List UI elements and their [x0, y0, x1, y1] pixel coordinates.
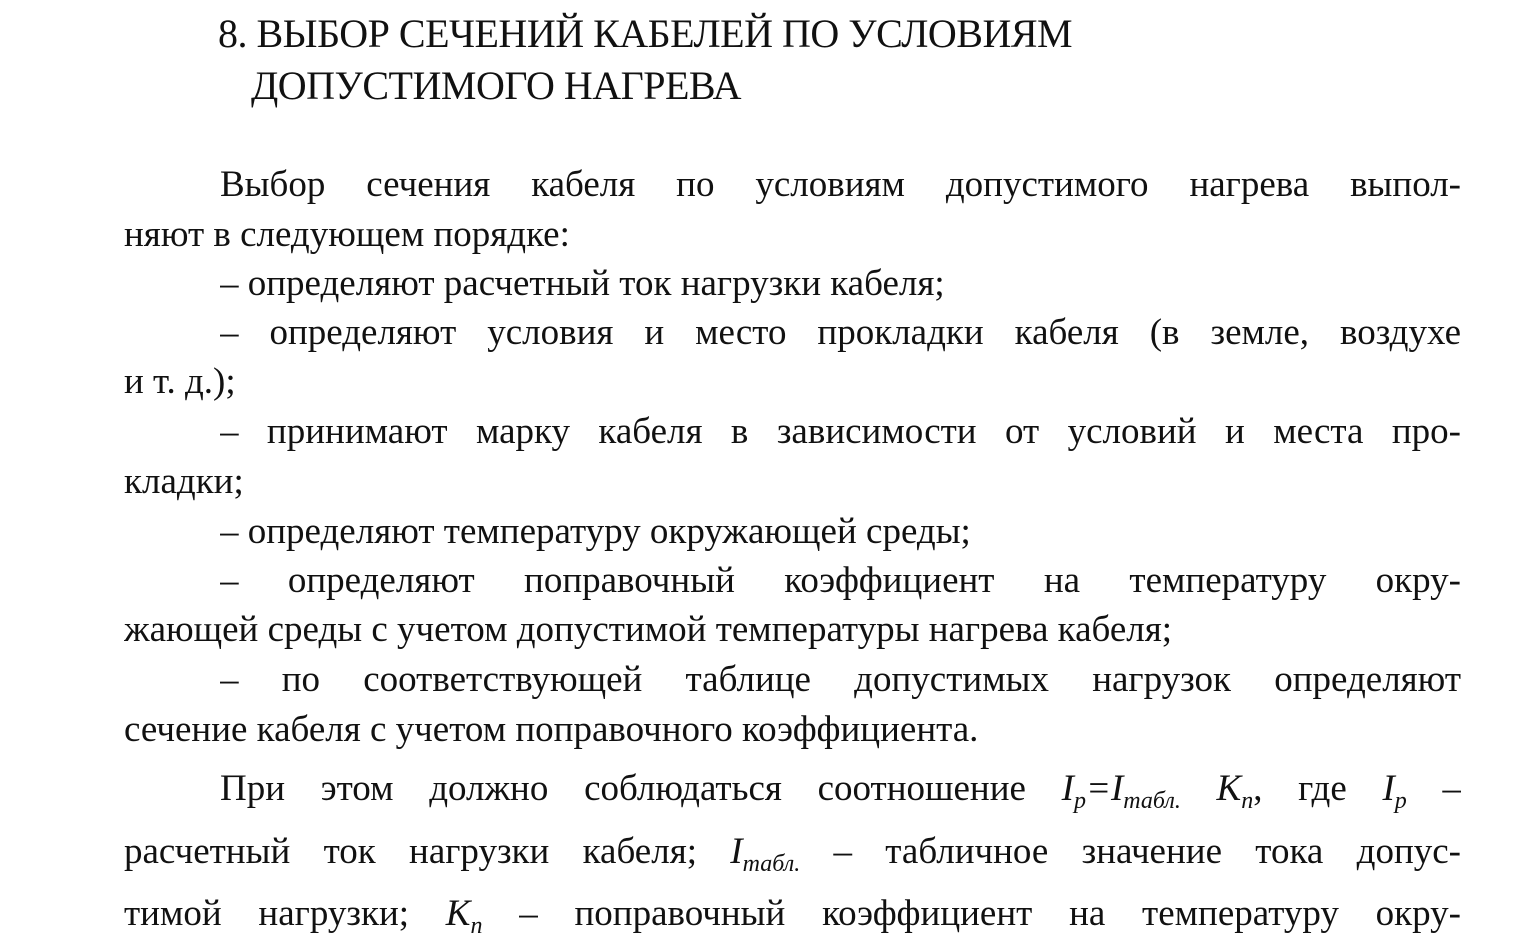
- section-heading: [218, 8, 1072, 112]
- formula-subscript: n: [470, 913, 483, 939]
- list-item: – определяют поправочный коэффициент на температуру окру-: [220, 560, 1461, 601]
- formula-text: При этом должно соблюдаться соотношение: [220, 768, 1062, 809]
- formula-text: расчетный ток нагрузки кабеля;: [124, 831, 731, 872]
- list-item-continuation: и т. д.);: [124, 361, 236, 402]
- formula-equals: =: [1085, 768, 1111, 809]
- formula-text: , где: [1253, 768, 1383, 809]
- list-item: – определяют температуру окружающей среды;: [220, 511, 971, 552]
- list-item-continuation: сечение кабеля с учетом поправочного коэффициента.: [124, 709, 979, 750]
- formula-line-1: [220, 764, 1461, 814]
- heading-line-1: 8. ВЫБОР СЕЧЕНИЙ КАБЕЛЕЙ ПО УСЛОВИЯМ: [218, 11, 1073, 56]
- heading-line-2: ДОПУСТИМОГО НАГРЕВА: [251, 63, 741, 108]
- formula-line-3: [124, 889, 1461, 939]
- body-line: Выбор сечения кабеля по условиям допустимого нагрева выпол-: [220, 164, 1461, 205]
- list-item: – определяют расчетный ток нагрузки кабеля;: [220, 263, 945, 304]
- formula-symbol-I: I: [1061, 768, 1074, 809]
- list-item-continuation: кладки;: [124, 461, 244, 502]
- formula-symbol-I: I: [1382, 768, 1395, 809]
- list-item: – определяют условия и место прокладки кабеля (в земле, воздухе: [220, 312, 1461, 353]
- body-line: няют в следующем порядке:: [124, 214, 570, 255]
- formula-subscript: n: [1241, 788, 1254, 814]
- formula-text: – поправочный коэффициент на температуру окру-: [482, 893, 1461, 934]
- formula-text: –: [1406, 768, 1461, 809]
- formula-text: – табличное значение тока допус-: [800, 831, 1461, 872]
- formula-subscript: табл.: [1123, 788, 1181, 814]
- formula-text: тимой нагрузки;: [124, 893, 446, 934]
- list-item: – по соответствующей таблице допустимых нагрузок определяют: [220, 659, 1461, 700]
- formula-symbol-K: K: [445, 893, 471, 934]
- formula-symbol-I: I: [1110, 768, 1124, 809]
- formula-subscript: p: [1394, 788, 1407, 814]
- list-item-continuation: жающей среды с учетом допустимой температуры нагрева кабеля;: [124, 609, 1173, 650]
- formula-symbol-I: I: [730, 831, 743, 872]
- formula-line-2: [124, 827, 1461, 877]
- formula-subscript: табл.: [742, 851, 801, 877]
- formula-symbol-K: K: [1216, 768, 1242, 809]
- list-item: – принимают марку кабеля в зависимости от условий и места про-: [220, 411, 1461, 452]
- formula-subscript: p: [1073, 788, 1086, 814]
